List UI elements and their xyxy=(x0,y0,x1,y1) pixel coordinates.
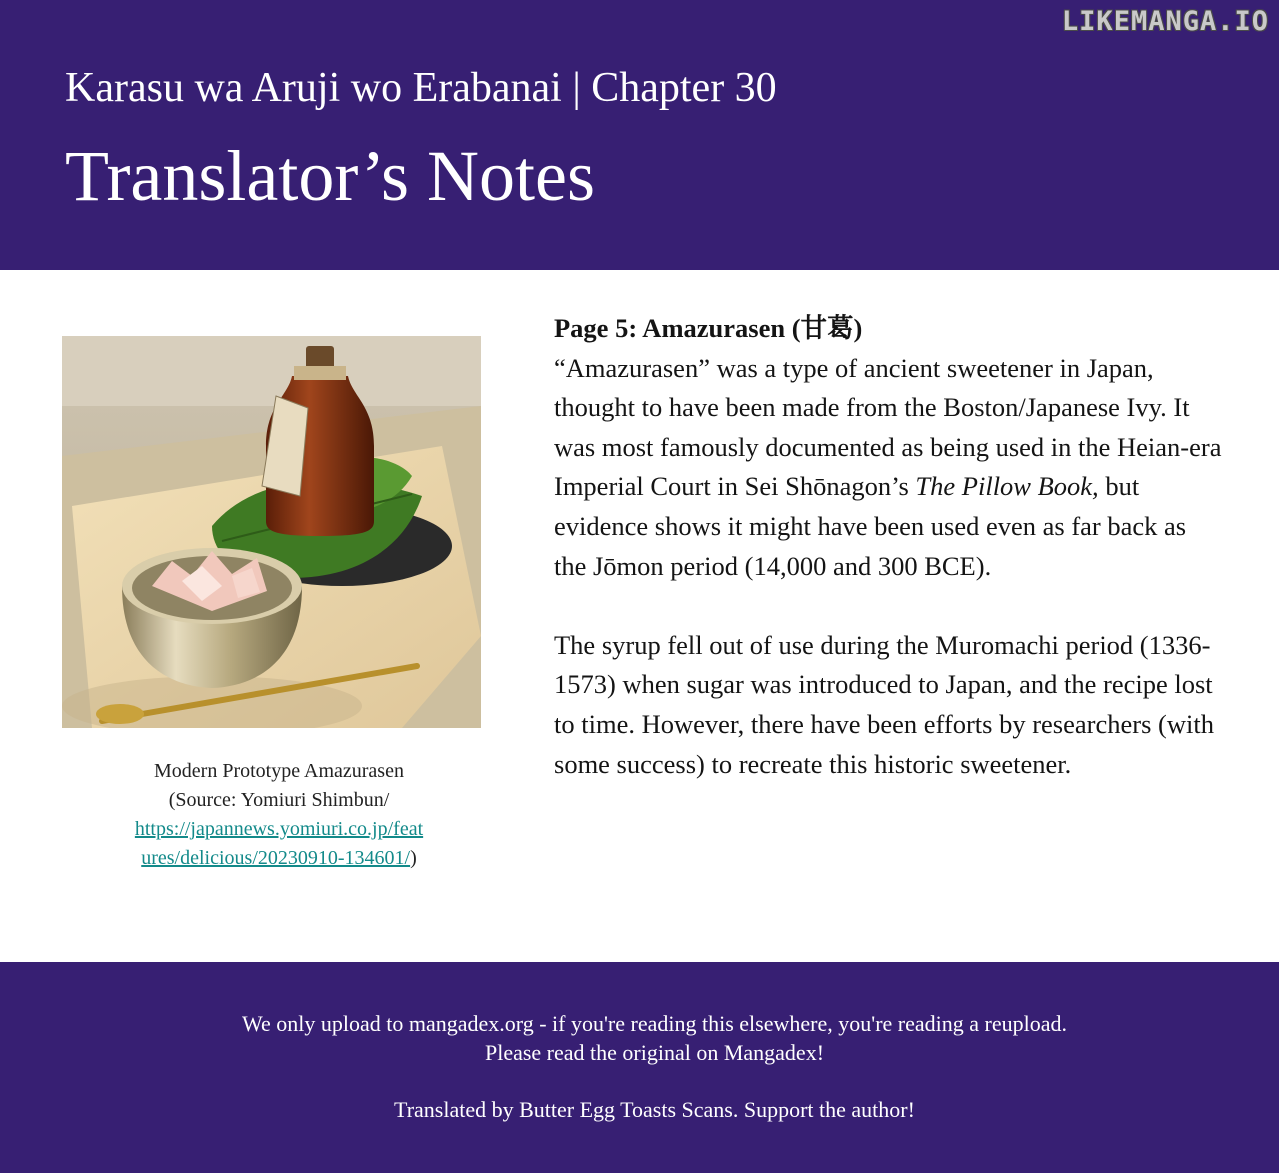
footer-banner xyxy=(0,962,1279,1173)
note-paragraph-1-text: “Amazurasen” was a type of ancient sweetener in Japan, thought to have been made from the Boston/Japanese Ivy. It was most famously documented as being used in the Heian-era Imperial Court in Sei Shōnagon’s xyxy=(554,352,1222,502)
source-link-part2[interactable]: ures/delicious/20230910-134601/ xyxy=(141,847,411,869)
note-heading: Page 5: Amazurasen (甘葛) xyxy=(554,313,863,343)
note-paragraph-1 xyxy=(554,349,1224,587)
footer-read-original: Please read the original on Mangadex! xyxy=(484,1040,825,1065)
amazurasen-illustration xyxy=(62,336,481,728)
page-title: Translator’s Notes xyxy=(65,136,596,216)
source-link-part1[interactable]: https://japannews.yomiuri.co.jp/feat xyxy=(134,818,424,840)
header-banner xyxy=(0,0,1279,270)
note-paragraph-1-text-end: but evidence shows it might have been used even as far back as the Jōmon period (14,000 and 300 BCE). xyxy=(554,471,1187,581)
note-paragraph-2: The syrup fell out of use during the Muromachi period (1336-1573) when sugar was introduced to Japan, and the recipe lost to time. However, there have been efforts by researchers (with some success) to recreate this historic sweetener. xyxy=(554,629,1214,779)
amazurasen-photo xyxy=(62,336,481,728)
caption-title: Modern Prototype Amazurasen xyxy=(154,760,404,782)
figure-caption xyxy=(62,757,496,873)
translator-note xyxy=(554,309,1224,784)
site-watermark: LIKEMANGA.IO xyxy=(1061,6,1269,37)
caption-close-paren: ) xyxy=(410,847,417,869)
book-title: The Pillow Book, xyxy=(915,471,1099,502)
footer-credits: Translated by Butter Egg Toasts Scans. Support the author! xyxy=(394,1097,915,1122)
footer-upload-notice: We only upload to mangadex.org - if you're reading this elsewhere, you're reading a reupload. xyxy=(242,1011,1067,1036)
series-chapter-title: Karasu wa Aruji wo Erabanai | Chapter 30 xyxy=(65,65,777,111)
caption-source: (Source: Yomiuri Shimbun/ xyxy=(168,789,390,811)
